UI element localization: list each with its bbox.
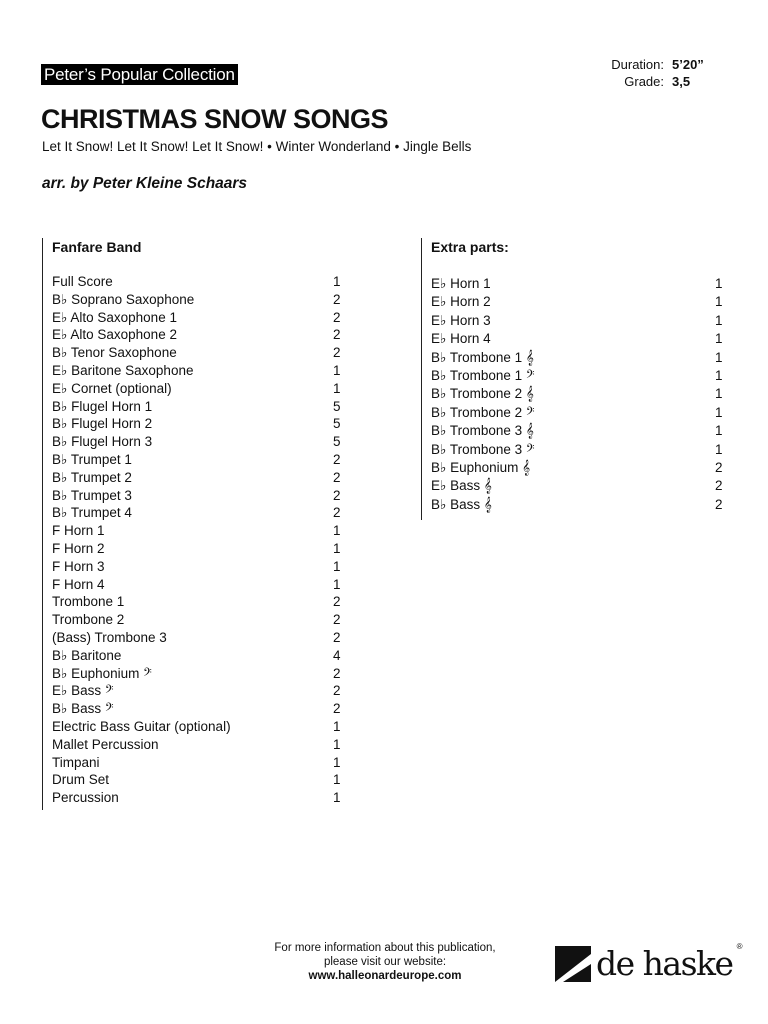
part-quantity: 1 [715, 386, 723, 402]
part-name: (Bass) Trombone 3 [52, 629, 167, 645]
part-quantity: 1 [715, 349, 723, 365]
part-row [431, 330, 731, 348]
part-quantity: 2 [715, 496, 723, 512]
part-row [431, 404, 731, 422]
part-name: Trombone 2 [52, 612, 125, 628]
part-name: Drum Set [52, 772, 110, 788]
part-name: F Horn 1 [52, 523, 105, 539]
part-row [52, 291, 357, 309]
part-name: B♭ Baritone [52, 647, 122, 663]
part-name: B♭ Trumpet 3 [52, 487, 132, 503]
part-row [52, 487, 357, 505]
part-quantity: 2 [333, 701, 341, 717]
part-quantity: 1 [715, 404, 723, 420]
part-quantity: 1 [333, 362, 341, 378]
piece-metadata [584, 56, 702, 90]
part-name: E♭ Cornet (optional) [52, 380, 172, 396]
part-row [52, 665, 357, 683]
part-row [52, 682, 357, 700]
part-row [52, 504, 357, 522]
extra-parts-heading: Extra parts: [431, 239, 509, 255]
part-name: Full Score [52, 274, 113, 289]
part-row [431, 459, 731, 477]
duration-label: Duration: [611, 57, 664, 72]
part-name: B♭ Tenor Saxophone [52, 345, 177, 361]
page-title: CHRISTMAS SNOW SONGS [41, 104, 389, 134]
part-name: B♭ Trombone 3 𝄢 [431, 441, 535, 457]
part-name: B♭ Euphonium 𝄢 [52, 665, 152, 681]
part-row [52, 398, 357, 416]
part-name: B♭ Trombone 1 𝄞 [431, 349, 534, 365]
part-row [52, 576, 357, 594]
series-label: Peter’s Popular Collection [41, 64, 238, 85]
part-quantity: 1 [715, 312, 723, 328]
part-row [431, 275, 731, 293]
part-name: B♭ Trumpet 1 [52, 451, 132, 467]
part-quantity: 2 [333, 683, 341, 699]
part-row [52, 469, 357, 487]
part-quantity: 1 [333, 523, 341, 539]
part-row [52, 344, 357, 362]
part-name: F Horn 2 [52, 540, 105, 556]
fanfare-band-parts-list [52, 273, 357, 807]
part-row [52, 273, 357, 291]
part-row [431, 496, 731, 514]
part-name: E♭ Horn 3 [431, 312, 491, 328]
part-quantity: 1 [333, 790, 341, 806]
part-row [52, 754, 357, 772]
song-list-subtitle: Let It Snow! Let It Snow! Let It Snow! • Winter Wonderland • Jingle Bells [42, 139, 472, 154]
part-quantity: 1 [333, 736, 341, 752]
footer-line-2: please visit our website: [323, 956, 447, 968]
part-row [431, 367, 731, 385]
part-name: B♭ Soprano Saxophone [52, 291, 195, 307]
part-quantity: 5 [333, 416, 341, 432]
part-row [52, 736, 357, 754]
footer-line-1: For more information about this publication, [274, 942, 496, 954]
fanfare-band-parts-column [42, 238, 357, 810]
part-quantity: 2 [333, 451, 341, 467]
duration-value: 5’20” [672, 57, 704, 72]
part-name: B♭ Euphonium 𝄞 [431, 459, 531, 475]
part-name: Mallet Percussion [52, 736, 159, 752]
part-quantity: 5 [333, 398, 341, 414]
part-name: B♭ Trombone 3 𝄞 [431, 423, 534, 439]
registered-mark: ® [736, 942, 743, 951]
part-row [52, 309, 357, 327]
part-name: Electric Bass Guitar (optional) [52, 718, 231, 734]
part-quantity: 1 [715, 441, 723, 457]
duration-row [584, 56, 702, 73]
part-name: E♭ Bass 𝄢 [52, 683, 114, 699]
part-quantity: 2 [333, 309, 341, 325]
part-quantity: 1 [333, 558, 341, 574]
part-row [431, 349, 731, 367]
part-name: E♭ Horn 2 [431, 294, 491, 310]
part-quantity: 4 [333, 647, 341, 663]
grade-value: 3,5 [672, 74, 691, 89]
part-quantity: 2 [333, 487, 341, 503]
part-row [431, 422, 731, 440]
de-haske-logo-mark-icon [555, 946, 591, 982]
part-row [431, 312, 731, 330]
part-name: B♭ Trombone 1 𝄢 [431, 367, 535, 383]
part-row [431, 385, 731, 403]
part-name: B♭ Flugel Horn 3 [52, 434, 153, 450]
arranger-credit: arr. by Peter Kleine Schaars [42, 175, 248, 192]
grade-label: Grade: [624, 74, 664, 89]
part-name: Percussion [52, 790, 119, 806]
part-row [52, 380, 357, 398]
part-quantity: 1 [715, 367, 723, 383]
part-quantity: 1 [333, 754, 341, 770]
publisher-logo [555, 942, 743, 983]
website-link[interactable]: www.halleonardeurope.com [308, 970, 462, 982]
part-name: B♭ Trombone 2 𝄞 [431, 386, 534, 402]
part-quantity: 2 [715, 459, 723, 475]
part-row [431, 293, 731, 311]
part-row [52, 629, 357, 647]
part-quantity: 2 [333, 612, 341, 628]
part-name: F Horn 3 [52, 558, 105, 574]
part-quantity: 1 [333, 772, 341, 788]
part-name: Trombone 1 [52, 594, 125, 610]
part-name: B♭ Bass 𝄢 [52, 701, 114, 717]
extra-parts-list [431, 275, 731, 514]
part-quantity: 2 [333, 327, 341, 343]
part-name: B♭ Trombone 2 𝄢 [431, 404, 535, 420]
part-row [52, 611, 357, 629]
part-quantity: 2 [333, 629, 341, 645]
part-name: B♭ Flugel Horn 1 [52, 398, 153, 414]
part-name: E♭ Baritone Saxophone [52, 362, 194, 378]
part-quantity: 1 [715, 294, 723, 310]
part-row [52, 540, 357, 558]
part-quantity: 2 [333, 594, 341, 610]
footer-info [230, 941, 540, 983]
part-row [431, 477, 731, 495]
part-row [52, 647, 357, 665]
part-name: E♭ Horn 4 [431, 331, 491, 347]
part-row [52, 700, 357, 718]
part-row [52, 789, 357, 807]
part-quantity: 2 [333, 469, 341, 485]
part-quantity: 1 [715, 423, 723, 439]
part-quantity: 1 [333, 274, 341, 289]
part-quantity: 1 [333, 576, 341, 592]
part-quantity: 2 [333, 291, 341, 307]
part-name: E♭ Bass 𝄞 [431, 478, 492, 494]
part-name: B♭ Flugel Horn 2 [52, 416, 153, 432]
part-name: Timpani [52, 754, 100, 770]
part-row [52, 326, 357, 344]
part-row [52, 771, 357, 789]
part-quantity: 1 [715, 331, 723, 347]
part-row [52, 593, 357, 611]
part-row [52, 362, 357, 380]
part-row [52, 415, 357, 433]
part-row [52, 558, 357, 576]
extra-parts-column [421, 238, 731, 520]
fanfare-band-heading: Fanfare Band [52, 239, 142, 255]
part-name: B♭ Trumpet 2 [52, 469, 132, 485]
part-quantity: 1 [333, 540, 341, 556]
grade-row [584, 73, 702, 90]
part-quantity: 1 [333, 380, 341, 396]
part-quantity: 2 [333, 505, 341, 521]
part-quantity: 5 [333, 434, 341, 450]
logo-wordmark: de haske [596, 944, 733, 983]
part-name: F Horn 4 [52, 576, 105, 592]
part-row [52, 451, 357, 469]
part-name: B♭ Bass 𝄞 [431, 496, 492, 512]
part-quantity: 1 [715, 276, 723, 291]
part-name: E♭ Horn 1 [431, 276, 491, 291]
part-name: E♭ Alto Saxophone 2 [52, 327, 177, 343]
part-quantity: 1 [333, 718, 341, 734]
part-row [431, 441, 731, 459]
part-name: E♭ Alto Saxophone 1 [52, 309, 177, 325]
part-row [52, 433, 357, 451]
part-quantity: 2 [333, 345, 341, 361]
part-row [52, 718, 357, 736]
part-quantity: 2 [333, 665, 341, 681]
part-name: B♭ Trumpet 4 [52, 505, 132, 521]
part-quantity: 2 [715, 478, 723, 494]
part-row [52, 522, 357, 540]
